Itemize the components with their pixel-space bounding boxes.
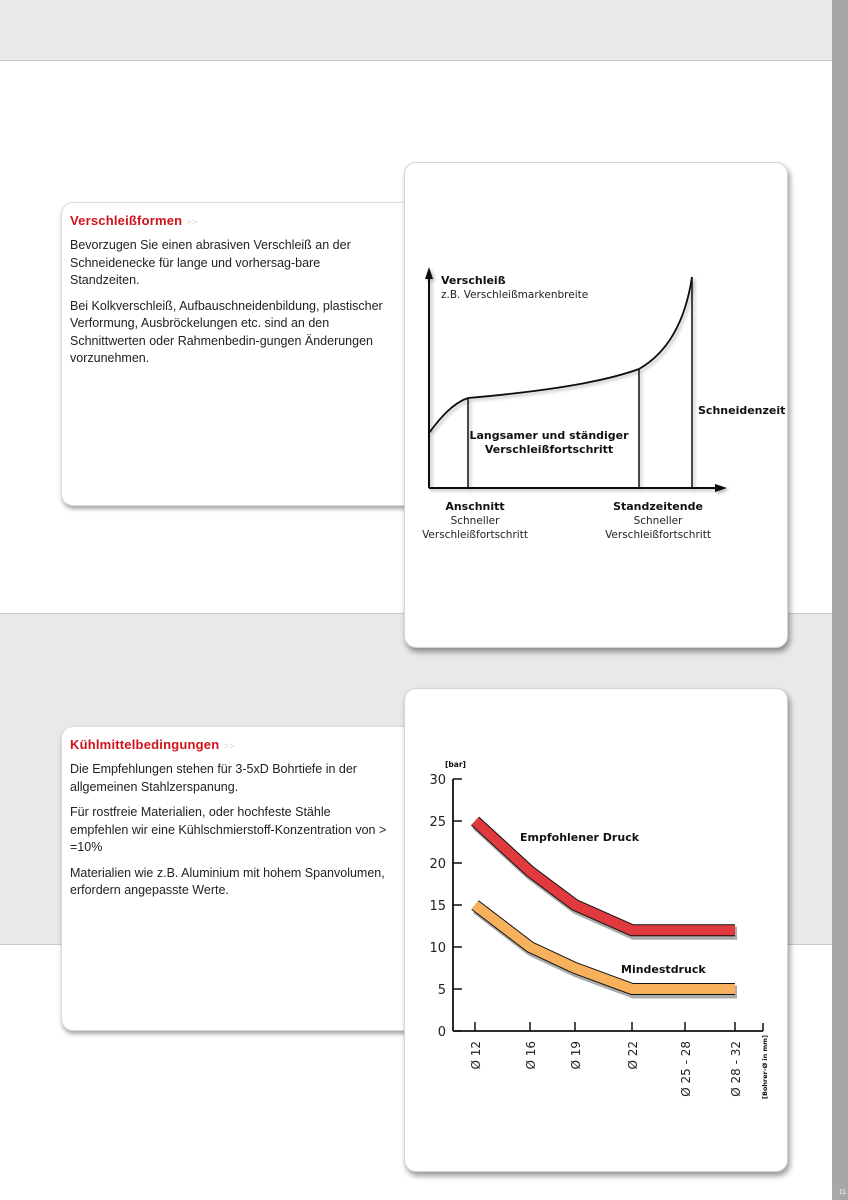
y-tick-label: 0 — [437, 1025, 446, 1040]
y-tick-label: 20 — [429, 857, 446, 872]
wear-forms-title — [70, 213, 197, 228]
x-tick-label: Ø 12 — [469, 1041, 483, 1070]
y-tick-label: 15 — [429, 899, 446, 914]
wear-forms-card — [61, 202, 423, 506]
paragraph: Bevorzugen Sie einen abrasiven Verschleiß an der Schneidenecke für lange und vorhersag-bare Standzeiten. — [70, 238, 351, 287]
paragraph: Materialien wie z.B. Aluminium mit hohem Spanvolumen, erfordern angepasste Werte. — [70, 865, 385, 897]
side-bar — [832, 0, 848, 1200]
tool-life-end-line2: Verschleißfortschritt — [605, 529, 711, 541]
tool-life-end-line1: Schneller — [633, 515, 683, 527]
paragraph: Bei Kolkverschleiß, Aufbauschneidenbildung, plastischer Verformung, Ausbröckelungen etc. sind an den Schnittwerten oder Rahmenbedin-gungen Änderungen vorzunehmen. — [70, 298, 383, 365]
x-axis-arrow-icon — [715, 484, 727, 492]
series-label-recommended: Empfohlener Druck — [520, 831, 640, 844]
wear-forms-title-text: Verschleißformen — [70, 213, 183, 228]
break-in-title: Anschnitt — [445, 500, 505, 513]
y-tick-label: 10 — [429, 941, 446, 956]
wear-forms-body — [70, 237, 390, 376]
page-number: 11 — [838, 1189, 846, 1196]
y-tick-label: 30 — [429, 773, 446, 788]
coolant-body — [70, 761, 390, 908]
wear-diagram-card — [404, 162, 788, 648]
y-axis-subtitle: z.B. Verschleißmarkenbreite — [441, 289, 589, 301]
arrows-icon: >> — [223, 741, 235, 751]
tool-life-end-title: Standzeitende — [613, 500, 703, 513]
x-tick-label: Ø 28 - 32 — [729, 1041, 743, 1097]
y-tick-label: 5 — [437, 983, 446, 998]
x-tick-label: Ø 19 — [569, 1041, 583, 1070]
x-tick-label: Ø 25 - 28 — [679, 1041, 693, 1097]
coolant-title-text: Kühlmittelbedingungen — [70, 737, 220, 752]
wear-diagram — [405, 163, 787, 647]
pressure-chart-card — [404, 688, 788, 1172]
y-axis-title: Verschleiß — [441, 274, 506, 287]
coolant-title — [70, 737, 234, 752]
y-tick-label: 25 — [429, 815, 446, 830]
y-unit-label: [bar] — [445, 760, 466, 769]
paragraph: Für rostfreie Materialien, oder hochfeste Stähle empfehlen wir eine Kühlschmierstoff-Konzentration von > =10% — [70, 805, 387, 854]
pressure-chart — [405, 689, 787, 1171]
middle-label: Verschleißfortschritt — [484, 443, 614, 456]
series-label-minimum: Mindestdruck — [621, 963, 706, 976]
x-axis-label: Schneidenzeit — [698, 404, 786, 417]
coolant-card — [61, 726, 423, 1031]
arrows-icon: >> — [186, 217, 198, 227]
break-in-line2: Verschleißfortschritt — [422, 529, 528, 541]
x-unit-label: [Bohrer-Ø in mm] — [761, 1035, 769, 1099]
break-in-line1: Schneller — [450, 515, 500, 527]
paragraph: Die Empfehlungen stehen für 3-5xD Bohrtiefe in der allgemeinen Stahlzerspanung. — [70, 762, 357, 794]
y-axis-arrow-icon — [425, 267, 433, 279]
x-tick-label: Ø 16 — [524, 1041, 538, 1070]
top-band — [0, 0, 832, 61]
middle-label: Langsamer und ständiger — [469, 429, 629, 442]
x-tick-label: Ø 22 — [626, 1041, 640, 1070]
